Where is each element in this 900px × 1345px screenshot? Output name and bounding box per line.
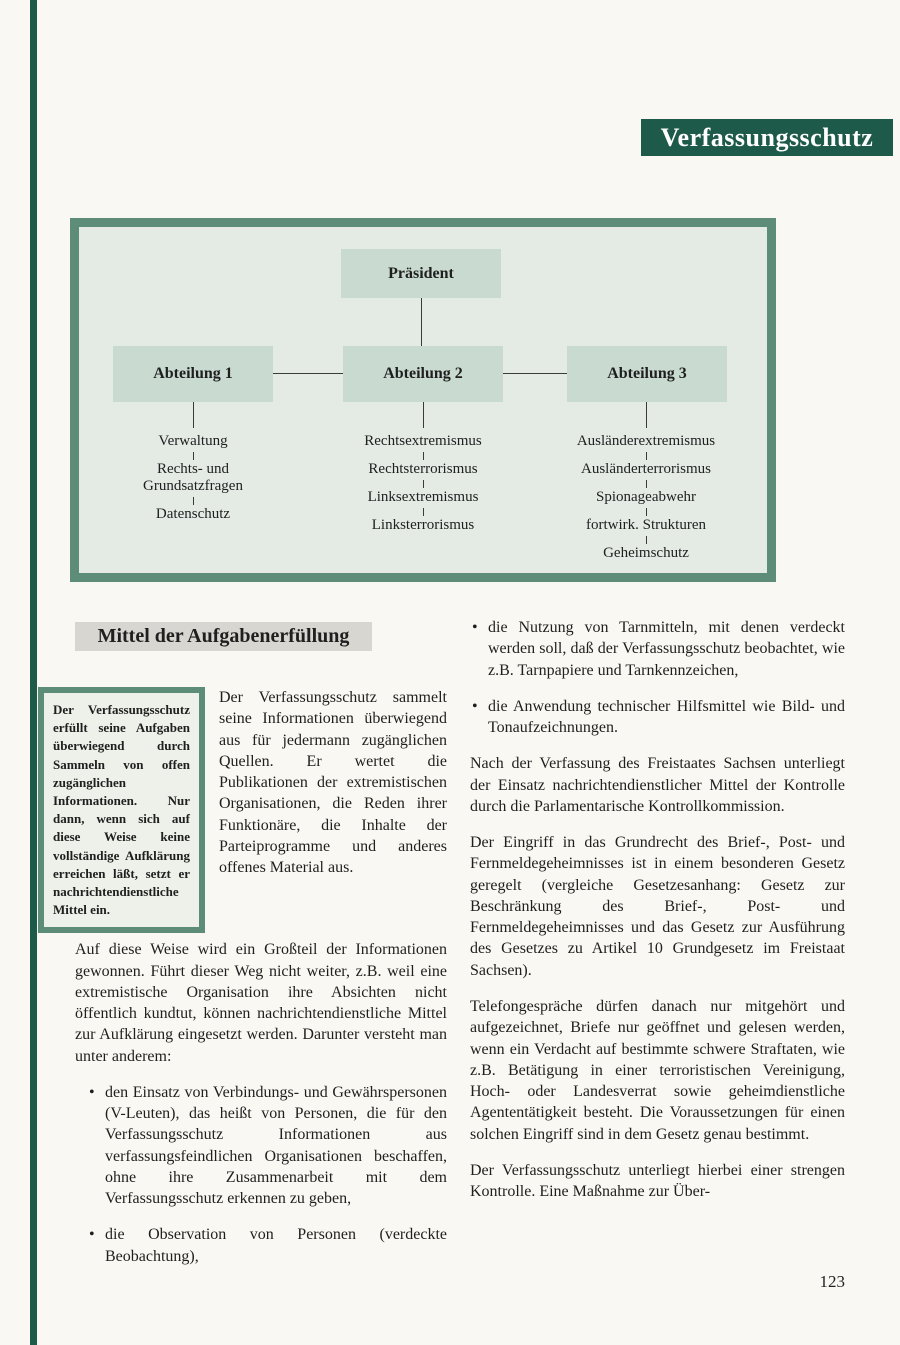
org-item: fortwirk. Strukturen [586, 517, 706, 534]
org-node-abteilung-1 [113, 346, 273, 402]
org-node-abteilung-3 [567, 346, 727, 402]
connector-tick [423, 452, 424, 460]
paragraph: Der Verfassungsschutz sammelt seine Informationen überwiegend aus für jedermann zugänglichen Quellen. Er wertet die Publikationen der extremistischen Organisationen, die Reden ihrer Funktionäre, die Inhalte der Parteiprogramme und anderes offenes Material aus. [219, 689, 447, 877]
org-item: Rechts- und Grundsatzfragen [143, 461, 243, 495]
org-list-abteilung-2 [338, 402, 508, 534]
bullet-list-left [87, 1082, 447, 1267]
bullet-item: • die Nutzung von Tarnmitteln, mit denen verdeckt werden soll, daß der Verfassungsschutz beobachtet, wie z.B. Tarnpapiere und Tarnkennzeichen, [470, 617, 845, 681]
org-item: Datenschutz [155, 506, 231, 523]
connector-tick [193, 402, 194, 428]
paragraph: Der Verfassungsschutz unterliegt hierbei einer strengen Kontrolle. Eine Maßnahme zur Über- [470, 1161, 845, 1201]
org-item: Geheimschutz [603, 545, 689, 562]
org-item: Linksextremismus [367, 489, 479, 506]
org-chart [70, 218, 776, 582]
org-item: Ausländerterrorismus [581, 461, 711, 478]
connector-dept1-dept2 [273, 373, 343, 374]
connector-tick [646, 480, 647, 488]
connector-tick [423, 402, 424, 428]
connector-tick [193, 497, 194, 505]
page-number: 123 [819, 1272, 845, 1291]
connector-tick [646, 536, 647, 544]
org-node-abteilung-2-label: Abteilung 2 [383, 365, 463, 382]
bullet-item: • den Einsatz von Verbindungs- und Gewährspersonen (V-Leuten), das heißt von Personen, die für den Verfassungsschutz Informationen aus verfassungsfeindlichen Organisationen beschaffen, ohne ihre Zusammenarbeit mit dem Verfassungsschutz erkennen zu geben, [87, 1082, 447, 1210]
connector-dept2-dept3 [503, 373, 567, 374]
paragraph: Nach der Verfassung des Freistaates Sachsen unterliegt der Einsatz nachrichtendienstlicher Mittel der Kontrolle durch die Parlamentarische Kontrollkommission. [470, 755, 845, 815]
org-item: Verwaltung [158, 433, 228, 449]
chapter-banner [641, 119, 893, 156]
connector-tick [646, 508, 647, 516]
section-title-bar [75, 622, 372, 651]
connector-tick [193, 452, 194, 460]
chapter-title: Verfassungsschutz [660, 122, 874, 152]
paragraph: Telefongespräche dürfen danach nur mitgehört und aufgezeichnet, Briefe nur geöffnet und gelesen werden, wenn ein Verdacht auf bestimmte schwere Straftaten, wie z.B. Betätigung in einer terroristischen Vereinigung, Hoch- oder Landesverrat sowie geheimdienstliche Agententätigkeit besteht. Die Voraussetzungen für einen solchen Eingriff sind in dem Gesetz genau bestimmt. [470, 997, 845, 1143]
org-item: Linksterrorismus [371, 517, 475, 534]
org-list-abteilung-3 [546, 402, 746, 562]
bullet-item: • die Anwendung technischer Hilfsmittel wie Bild- und Tonaufzeichnungen. [470, 696, 845, 739]
connector-tick [646, 402, 647, 428]
org-node-abteilung-2 [343, 346, 503, 402]
bullet-list-right [470, 617, 845, 738]
org-node-president-label: Präsident [388, 264, 454, 282]
bullet-item: • die Observation von Personen (verdeckte Beobachtung), [87, 1224, 447, 1267]
left-column [53, 622, 447, 1282]
org-node-abteilung-1-label: Abteilung 1 [153, 365, 233, 382]
left-margin-rule [30, 0, 37, 1345]
highlight-box: Der Verfassungsschutz erfüllt seine Aufgaben überwiegend durch Sammeln von offen zugänglichen Informationen. Nur dann, wenn sich auf diese Weise keine vollständige Aufklärung erreichen läßt, setzt er nachrichtendienstliche Mittel ein. [38, 687, 205, 933]
paragraph: Der Eingriff in das Grundrecht des Brief-, Post- und Fernmeldegeheimnisses ist in einem besonderen Gesetz geregelt (vergleiche Gesetzesanhang: Gesetz zur Beschränkung des Brief-, Post- und Fernmeldegeheimnisses und das Gesetz zur Ausführung des Gesetzes zu Artikel 10 Grundgesetz im Freistaat Sachsen). [470, 834, 845, 979]
connector-president-drop [421, 298, 422, 346]
paragraph: Auf diese Weise wird ein Großteil der Informationen gewonnen. Führt dieser Weg nicht weiter, z.B. weil eine extremistische Organisation ihre Absichten nicht öffentlich kundtut, können nachrichtendienstliche Mittel zur Aufklärung eingesetzt werden. Darunter versteht man unter anderem: [75, 941, 447, 1065]
org-item: Ausländerextremismus [576, 433, 716, 449]
connector-tick [423, 480, 424, 488]
section-title: Mittel der Aufgabenerfüllung [97, 625, 350, 647]
connector-tick [646, 452, 647, 460]
body-text-left [53, 687, 447, 1267]
org-item: Rechtsextremismus [364, 433, 482, 449]
org-node-abteilung-3-label: Abteilung 3 [607, 365, 687, 382]
org-list-abteilung-1 [118, 402, 268, 523]
org-item: Rechtsterrorismus [368, 461, 478, 478]
right-column [470, 617, 845, 1217]
connector-tick [423, 508, 424, 516]
org-node-president [341, 249, 501, 298]
org-item: Spionageabwehr [596, 489, 696, 506]
